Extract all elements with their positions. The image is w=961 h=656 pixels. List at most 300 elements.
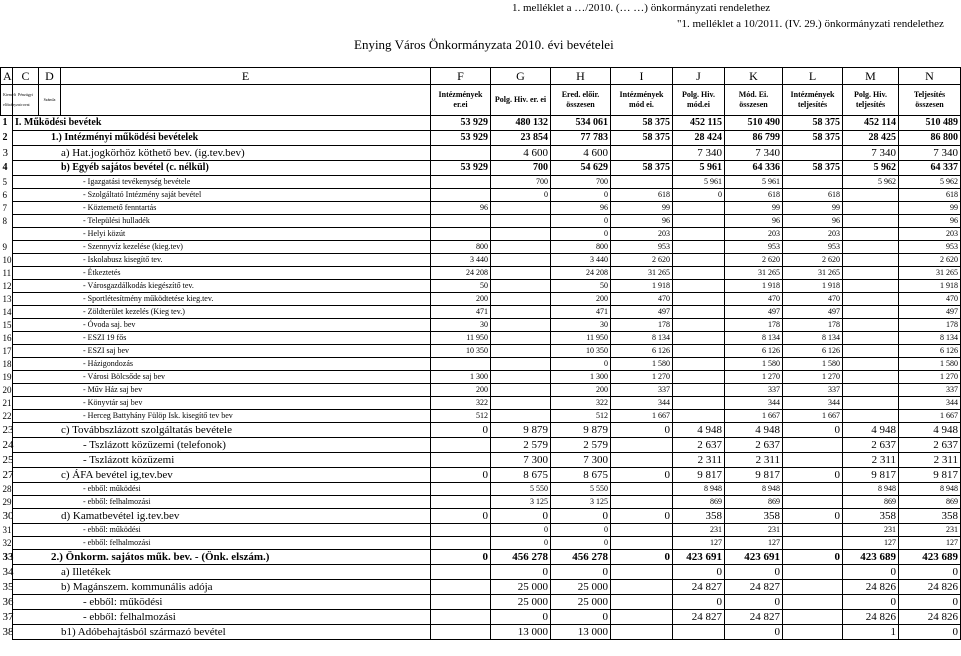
value-cell <box>431 215 491 228</box>
row-number: 25 <box>2 454 14 466</box>
value-cell: 0 <box>611 468 673 483</box>
table-row <box>1 468 961 483</box>
column-letter: K <box>725 68 783 85</box>
value-cell: 231 <box>899 524 961 537</box>
value-cell <box>673 280 725 293</box>
column-header: Intézmények teljesítés <box>783 85 843 116</box>
value-cell <box>783 524 843 537</box>
value-cell: 203 <box>611 228 673 241</box>
value-cell <box>843 293 899 306</box>
value-cell <box>673 371 725 384</box>
value-cell <box>491 319 551 332</box>
value-cell: 58 375 <box>611 161 673 176</box>
value-cell: 344 <box>725 397 783 410</box>
column-letter: C <box>13 68 39 85</box>
row-number: 7 <box>1 202 13 215</box>
row-number: 18 <box>2 359 12 369</box>
value-cell <box>431 625 491 640</box>
column-letter: G <box>491 68 551 85</box>
value-cell <box>491 228 551 241</box>
value-cell: 53 929 <box>431 116 491 131</box>
value-cell <box>491 384 551 397</box>
row-number: 16 <box>2 333 12 343</box>
value-cell <box>491 306 551 319</box>
column-letter: L <box>783 68 843 85</box>
value-cell: 25 000 <box>551 595 611 610</box>
value-cell: 10 350 <box>431 345 491 358</box>
page-title: Enying Város Önkormányzata 2010. évi bevételei <box>354 37 614 52</box>
row-label: c) ÁFA bevétel ig,tev.bev <box>13 468 431 483</box>
value-cell: 456 278 <box>551 550 611 565</box>
value-cell: 11 950 <box>551 332 611 345</box>
column-letter: E <box>61 68 431 85</box>
value-cell: 200 <box>551 384 611 397</box>
value-cell: 423 689 <box>843 550 899 565</box>
value-cell: 800 <box>551 241 611 254</box>
column-header: Intézmények mód ei. <box>611 85 673 116</box>
value-cell: 953 <box>725 241 783 254</box>
row-label: - Könyvtár saj bev <box>13 397 431 410</box>
value-cell: 178 <box>611 319 673 332</box>
value-cell <box>843 215 899 228</box>
header-line-1: 1. melléklet a …/2010. (… …) önkormányzati rendelethez <box>512 2 771 14</box>
value-cell <box>431 580 491 595</box>
value-cell: 28 424 <box>673 131 725 146</box>
value-cell: 24 827 <box>725 610 783 625</box>
value-cell <box>783 438 843 453</box>
value-cell: 0 <box>491 524 551 537</box>
value-cell <box>491 410 551 423</box>
row-number <box>1 228 13 241</box>
value-cell: 2 311 <box>725 453 783 468</box>
value-cell: 7 340 <box>843 146 899 161</box>
value-cell: 1 667 <box>899 410 961 423</box>
value-cell: 8 134 <box>611 332 673 345</box>
value-cell: 618 <box>899 189 961 202</box>
row-number: 32 <box>2 538 12 548</box>
value-cell <box>843 228 899 241</box>
row-label: - Étkeztetés <box>13 267 431 280</box>
value-cell <box>491 397 551 410</box>
value-cell: 1 580 <box>783 358 843 371</box>
value-cell: 64 336 <box>725 161 783 176</box>
row-label: a) Illetékek <box>13 565 431 580</box>
value-cell: 53 929 <box>431 131 491 146</box>
row-label: - ebből: felhalmozási <box>13 537 431 550</box>
table-row <box>1 189 961 202</box>
value-cell: 1 667 <box>783 410 843 423</box>
value-cell: 1 580 <box>611 358 673 371</box>
table-row <box>1 228 961 241</box>
value-cell <box>783 537 843 550</box>
value-cell: 99 <box>899 202 961 215</box>
row-label: 1.) Intézményi működési bevételek <box>13 131 431 146</box>
row-label: a) Hat.jogkörhöz köthető bev. (ig.tev.bev) <box>13 146 431 161</box>
table-row <box>1 524 961 537</box>
table-row <box>1 580 961 595</box>
value-cell <box>843 306 899 319</box>
value-cell: 470 <box>725 293 783 306</box>
value-cell: 4 600 <box>551 146 611 161</box>
value-cell <box>431 146 491 161</box>
value-cell: 31 265 <box>783 267 843 280</box>
value-cell: 0 <box>899 625 961 640</box>
value-cell: 0 <box>783 423 843 438</box>
value-cell: 470 <box>899 293 961 306</box>
table-row <box>1 537 961 550</box>
table-row <box>1 131 961 146</box>
value-cell <box>611 438 673 453</box>
value-cell: 2 637 <box>673 438 725 453</box>
value-cell <box>843 267 899 280</box>
value-cell: 24 827 <box>725 580 783 595</box>
revenue-table <box>0 67 961 640</box>
value-cell: 869 <box>899 496 961 509</box>
value-cell: 0 <box>725 625 783 640</box>
table-row <box>1 496 961 509</box>
value-cell: 28 425 <box>843 131 899 146</box>
value-cell <box>431 228 491 241</box>
value-cell <box>783 625 843 640</box>
row-number: 24 <box>2 439 14 451</box>
column-header: Polg. Hiv. er. ei <box>491 85 551 116</box>
value-cell <box>673 358 725 371</box>
column-header-row <box>1 85 961 116</box>
value-cell: 512 <box>431 410 491 423</box>
value-cell: 1 270 <box>899 371 961 384</box>
column-header: Ered. előir. összesen <box>551 85 611 116</box>
value-cell: 2 579 <box>491 438 551 453</box>
value-cell <box>673 345 725 358</box>
value-cell <box>431 565 491 580</box>
row-number: 19 <box>2 372 12 382</box>
value-cell: 24 826 <box>843 610 899 625</box>
value-cell: 127 <box>673 537 725 550</box>
value-cell <box>611 483 673 496</box>
value-cell: 5 961 <box>673 176 725 189</box>
value-cell: 358 <box>673 509 725 524</box>
value-cell <box>431 537 491 550</box>
value-cell: 0 <box>551 537 611 550</box>
row-number: 38 <box>2 626 14 638</box>
value-cell <box>611 580 673 595</box>
value-cell: 200 <box>551 293 611 306</box>
value-cell: 344 <box>611 397 673 410</box>
value-cell: 337 <box>611 384 673 397</box>
value-cell <box>491 267 551 280</box>
value-cell: 203 <box>725 228 783 241</box>
value-cell: 0 <box>611 509 673 524</box>
value-cell <box>611 537 673 550</box>
value-cell <box>491 254 551 267</box>
value-cell: 1 270 <box>725 371 783 384</box>
value-cell: 9 817 <box>843 468 899 483</box>
value-cell <box>843 345 899 358</box>
value-cell: 31 265 <box>899 267 961 280</box>
value-cell: 24 208 <box>551 267 611 280</box>
value-cell: 480 132 <box>491 116 551 131</box>
value-cell: 178 <box>725 319 783 332</box>
value-cell <box>673 306 725 319</box>
row-number: 8 <box>1 215 13 228</box>
row-number: 10 <box>2 255 12 265</box>
row-number: 13 <box>2 294 12 304</box>
row-number: 1 <box>1 116 13 131</box>
column-header: Kiemelt előirányzat <box>1 85 13 116</box>
value-cell: 99 <box>725 202 783 215</box>
value-cell: 23 854 <box>491 131 551 146</box>
column-header: Teljesítés összesen <box>899 85 961 116</box>
column-letter: N <box>899 68 961 85</box>
value-cell: 471 <box>551 306 611 319</box>
value-cell: 31 265 <box>725 267 783 280</box>
value-cell <box>783 595 843 610</box>
value-cell: 231 <box>673 524 725 537</box>
value-cell <box>843 319 899 332</box>
value-cell: 86 800 <box>899 131 961 146</box>
value-cell: 86 799 <box>725 131 783 146</box>
value-cell: 96 <box>431 202 491 215</box>
value-cell: 322 <box>551 397 611 410</box>
value-cell: 1 300 <box>551 371 611 384</box>
column-letter: A <box>1 68 13 85</box>
table-row <box>1 610 961 625</box>
value-cell: 24 208 <box>431 267 491 280</box>
value-cell: 0 <box>783 550 843 565</box>
value-cell <box>491 241 551 254</box>
value-cell: 8 134 <box>725 332 783 345</box>
value-cell: 0 <box>899 565 961 580</box>
value-cell <box>673 202 725 215</box>
value-cell: 8 675 <box>491 468 551 483</box>
value-cell: 358 <box>899 509 961 524</box>
value-cell: 534 061 <box>551 116 611 131</box>
value-cell: 4 948 <box>725 423 783 438</box>
table-row <box>1 595 961 610</box>
value-cell: 8 675 <box>551 468 611 483</box>
value-cell: 31 265 <box>611 267 673 280</box>
value-cell: 358 <box>843 509 899 524</box>
value-cell: 1 300 <box>431 371 491 384</box>
value-cell: 25 000 <box>551 580 611 595</box>
value-cell <box>431 453 491 468</box>
value-cell: 99 <box>783 202 843 215</box>
value-cell: 30 <box>551 319 611 332</box>
value-cell: 0 <box>551 358 611 371</box>
value-cell: 2 620 <box>725 254 783 267</box>
row-label: - Szolgáltató Intézmény saját bevétel <box>13 189 431 202</box>
value-cell: 1 918 <box>725 280 783 293</box>
value-cell: 4 948 <box>673 423 725 438</box>
value-cell <box>673 397 725 410</box>
row-number: 4 <box>1 161 13 176</box>
table-row <box>1 161 961 176</box>
value-cell: 2 311 <box>843 453 899 468</box>
value-cell: 700 <box>551 176 611 189</box>
table-row <box>1 146 961 161</box>
row-label: - Sportlétesítmény működtetése kieg.tev. <box>13 293 431 306</box>
value-cell: 700 <box>491 176 551 189</box>
value-cell: 1 270 <box>783 371 843 384</box>
value-cell: 25 000 <box>491 580 551 595</box>
value-cell <box>843 410 899 423</box>
value-cell: 471 <box>431 306 491 319</box>
value-cell: 54 629 <box>551 161 611 176</box>
table-row <box>1 371 961 384</box>
value-cell: 1 667 <box>725 410 783 423</box>
value-cell: 2 620 <box>783 254 843 267</box>
value-cell <box>611 496 673 509</box>
value-cell: 0 <box>673 189 725 202</box>
value-cell <box>783 483 843 496</box>
row-number: 34 <box>2 566 14 578</box>
value-cell: 5 962 <box>843 176 899 189</box>
column-letter-row <box>1 68 961 85</box>
value-cell <box>843 332 899 345</box>
row-label: I. Működési bevétek <box>13 116 431 131</box>
value-cell: 423 691 <box>725 550 783 565</box>
row-number: 37 <box>2 611 14 623</box>
row-label: - ESZI 19 fős <box>13 332 431 345</box>
value-cell: 953 <box>783 241 843 254</box>
value-cell: 0 <box>673 565 725 580</box>
value-cell: 2 311 <box>673 453 725 468</box>
table-row <box>1 306 961 319</box>
value-cell: 423 691 <box>673 550 725 565</box>
value-cell: 0 <box>551 610 611 625</box>
value-cell <box>843 371 899 384</box>
value-cell: 58 375 <box>783 116 843 131</box>
table-row <box>1 509 961 524</box>
value-cell: 337 <box>899 384 961 397</box>
value-cell <box>431 595 491 610</box>
value-cell <box>611 524 673 537</box>
value-cell: 7 340 <box>899 146 961 161</box>
column-header: Mód. Ei. összesen <box>725 85 783 116</box>
value-cell: 9 879 <box>491 423 551 438</box>
row-number: 36 <box>2 596 14 608</box>
row-number: 12 <box>2 281 12 291</box>
value-cell <box>611 610 673 625</box>
value-cell <box>491 371 551 384</box>
value-cell: 58 375 <box>611 116 673 131</box>
value-cell: 50 <box>431 280 491 293</box>
value-cell: 456 278 <box>491 550 551 565</box>
row-label: - ebből: működési <box>13 483 431 496</box>
value-cell <box>673 319 725 332</box>
value-cell: 1 580 <box>725 358 783 371</box>
value-cell: 0 <box>673 595 725 610</box>
value-cell <box>843 189 899 202</box>
value-cell: 1 918 <box>611 280 673 293</box>
value-cell <box>783 580 843 595</box>
value-cell <box>431 438 491 453</box>
row-number: 22 <box>2 411 12 421</box>
table-row <box>1 267 961 280</box>
value-cell: 0 <box>899 595 961 610</box>
value-cell: 322 <box>431 397 491 410</box>
value-cell: 203 <box>783 228 843 241</box>
value-cell: 0 <box>725 595 783 610</box>
value-cell: 178 <box>783 319 843 332</box>
value-cell <box>431 176 491 189</box>
value-cell: 344 <box>783 397 843 410</box>
value-cell: 231 <box>725 524 783 537</box>
value-cell <box>843 384 899 397</box>
value-cell: 0 <box>491 610 551 625</box>
value-cell: 30 <box>431 319 491 332</box>
value-cell: 231 <box>843 524 899 537</box>
value-cell: 0 <box>431 423 491 438</box>
table-row <box>1 397 961 410</box>
value-cell: 203 <box>899 228 961 241</box>
value-cell: 9 879 <box>551 423 611 438</box>
value-cell: 4 600 <box>491 146 551 161</box>
value-cell: 2 620 <box>899 254 961 267</box>
value-cell: 4 948 <box>843 423 899 438</box>
value-cell: 11 950 <box>431 332 491 345</box>
row-number: 11 <box>2 268 12 278</box>
row-number: 5 <box>1 176 13 189</box>
row-label: - ebből: felhalmozási <box>13 610 431 625</box>
row-number: 14 <box>2 307 12 317</box>
row-number: 2 <box>1 131 13 146</box>
row-number: 30 <box>2 510 14 522</box>
value-cell: 7 300 <box>491 453 551 468</box>
column-letter: M <box>843 68 899 85</box>
value-cell: 510 489 <box>899 116 961 131</box>
column-header: Intézmények er.ei <box>431 85 491 116</box>
value-cell <box>843 254 899 267</box>
row-number: 21 <box>2 398 12 408</box>
value-cell: 24 827 <box>673 610 725 625</box>
value-cell <box>431 496 491 509</box>
row-label: - Óvoda saj. bev <box>13 319 431 332</box>
row-number: 15 <box>2 320 12 330</box>
row-label: d) Kamatbevétel ig.tev.bev <box>13 509 431 524</box>
table-row <box>1 410 961 423</box>
value-cell: 3 125 <box>551 496 611 509</box>
value-cell: 127 <box>843 537 899 550</box>
table-row <box>1 565 961 580</box>
value-cell <box>673 254 725 267</box>
value-cell: 2 579 <box>551 438 611 453</box>
value-cell <box>783 176 843 189</box>
row-label: - ESZI saj bev <box>13 345 431 358</box>
row-label: - ebből: működési <box>13 524 431 537</box>
value-cell: 13 000 <box>491 625 551 640</box>
value-cell: 800 <box>431 241 491 254</box>
value-cell <box>491 358 551 371</box>
value-cell: 953 <box>611 241 673 254</box>
row-label: - ebből: működési <box>13 595 431 610</box>
value-cell: 470 <box>611 293 673 306</box>
value-cell: 4 948 <box>899 423 961 438</box>
value-cell: 99 <box>611 202 673 215</box>
row-number: 23 <box>2 424 14 436</box>
row-label: - Városgazdálkodás kiegészítő tev. <box>13 280 431 293</box>
table-row <box>1 215 961 228</box>
row-label: - Helyi közút <box>13 228 431 241</box>
value-cell <box>673 215 725 228</box>
value-cell: 25 000 <box>491 595 551 610</box>
row-number: 17 <box>2 346 12 356</box>
value-cell: 6 126 <box>725 345 783 358</box>
value-cell: 7 340 <box>725 146 783 161</box>
value-cell <box>783 453 843 468</box>
value-cell: 96 <box>899 215 961 228</box>
row-label: - Tszlázott közüzemi (telefonok) <box>13 438 431 453</box>
